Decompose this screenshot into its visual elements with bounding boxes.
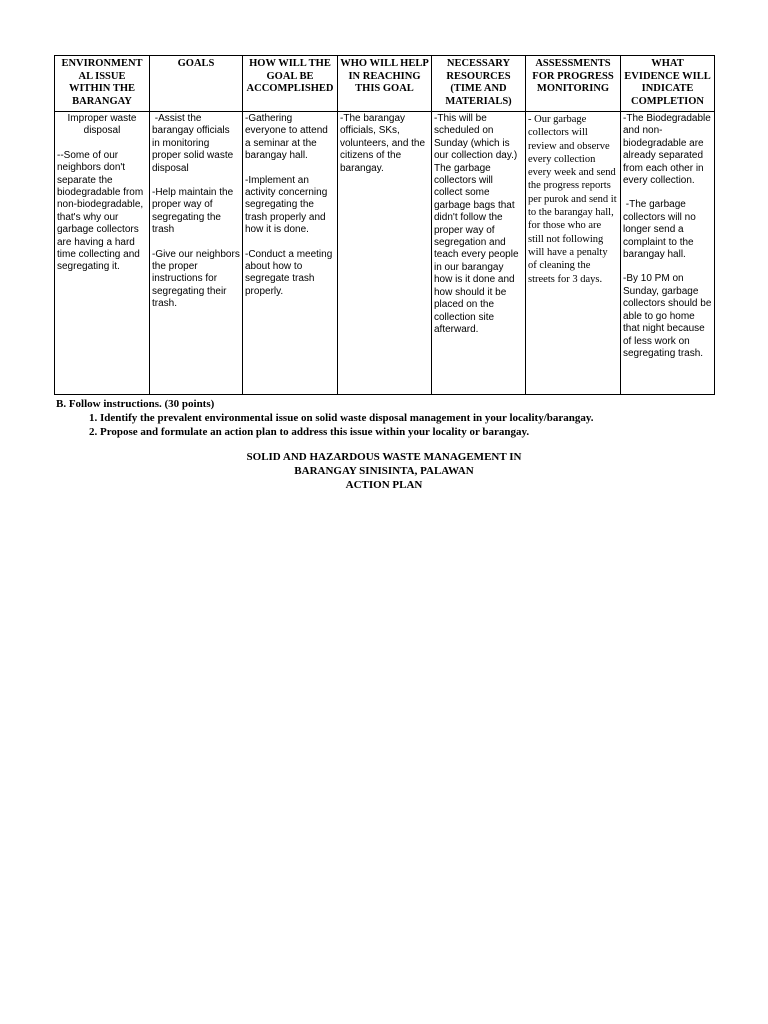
cell-goals bbox=[150, 112, 243, 395]
header-assessments: ASSESSMENTS FOR PROGRESS MONITORING bbox=[526, 56, 621, 112]
method-item: -Conduct a meeting about how to segregate trash properly. bbox=[245, 248, 336, 297]
header-who-will-help: WHO WILL HELP IN REACHING THIS GOAL bbox=[338, 56, 432, 112]
evidence-item: -The garbage collectors will no longer send a complaint to the barangay hall. bbox=[623, 199, 699, 261]
table-row bbox=[55, 112, 715, 395]
cell-necessary-resources bbox=[432, 112, 526, 395]
instructions-section bbox=[56, 397, 736, 439]
resources-text: -This will be scheduled on Sunday (which is our collection day.) The garbage collectors will collect some garbage bags that didn't follow the proper way of segregation and teach every people in our barangay how is it done and how should it be placed on the collection site afterward. bbox=[434, 113, 522, 335]
instructions-list bbox=[56, 411, 736, 439]
method-item: -Implement an activity concerning segregating the trash properly and how it is done. bbox=[245, 174, 331, 236]
title-line: ACTION PLAN bbox=[345, 479, 423, 491]
instructions-heading: B. Follow instructions. (30 points) bbox=[56, 398, 215, 410]
instruction-item: 1. Identify the prevalent environmental issue on solid waste disposal management in your locality/barangay. bbox=[89, 412, 594, 424]
title-line: BARANGAY SINISINTA, PALAWAN bbox=[294, 465, 474, 477]
cell-assessments bbox=[526, 112, 621, 395]
instruction-item: 2. Propose and formulate an action plan to address this issue within your locality or barangay. bbox=[89, 426, 530, 438]
cell-environmental-issue bbox=[55, 112, 150, 395]
helpers-text: -The barangay officials, SKs, volunteers, and the citizens of the barangay. bbox=[340, 113, 428, 174]
issue-title: Improper waste disposal bbox=[67, 113, 140, 137]
header-how-accomplished: HOW WILL THE GOAL BE ACCOMPLISHED bbox=[243, 56, 338, 112]
goal-item: -Assist the barangay officials in monitoring proper solid waste disposal bbox=[152, 113, 236, 174]
header-goals: GOALS bbox=[150, 56, 243, 112]
method-item: -Gathering everyone to attend a seminar at the barangay hall. bbox=[245, 113, 331, 162]
header-evidence: WHAT EVIDENCE WILL INDICATE COMPLETION bbox=[621, 56, 715, 112]
assessment-text: - Our garbage collectors will review and observe every collection every week and send the progress reports per purok and send it to the barangay hall, for those who are still not following will have a penalty of cleaning the streets for 3 days. bbox=[528, 114, 620, 285]
cell-how-accomplished bbox=[243, 112, 338, 395]
cell-evidence bbox=[621, 112, 715, 395]
table-header-row bbox=[55, 56, 715, 112]
document-title bbox=[0, 450, 768, 492]
header-necessary-resources: NECESSARY RESOURCES (TIME AND MATERIALS) bbox=[432, 56, 526, 112]
header-environmental-issue: ENVIRONMENT AL ISSUE WITHIN THE BARANGAY bbox=[55, 56, 150, 112]
action-plan-table bbox=[54, 55, 715, 395]
cell-who-will-help bbox=[338, 112, 432, 395]
evidence-item: -By 10 PM on Sunday, garbage collectors should be able to go home that night because of less work on segregating trash. bbox=[623, 273, 715, 359]
title-line: SOLID AND HAZARDOUS WASTE MANAGEMENT IN bbox=[246, 451, 522, 463]
goal-item: -Give our neighbors the proper instructions for segregating their trash. bbox=[152, 248, 243, 310]
goal-item: -Help maintain the proper way of segregating the trash bbox=[152, 187, 236, 236]
issue-description: --Some of our neighbors don't separate the biodegradable from non-biodegradable, that's why our garbage collectors are having a hard time collecting and segregating it. bbox=[57, 149, 146, 273]
evidence-item: -The Biodegradable and non-biodegradable are already separated from each other in every collection. bbox=[623, 113, 714, 187]
